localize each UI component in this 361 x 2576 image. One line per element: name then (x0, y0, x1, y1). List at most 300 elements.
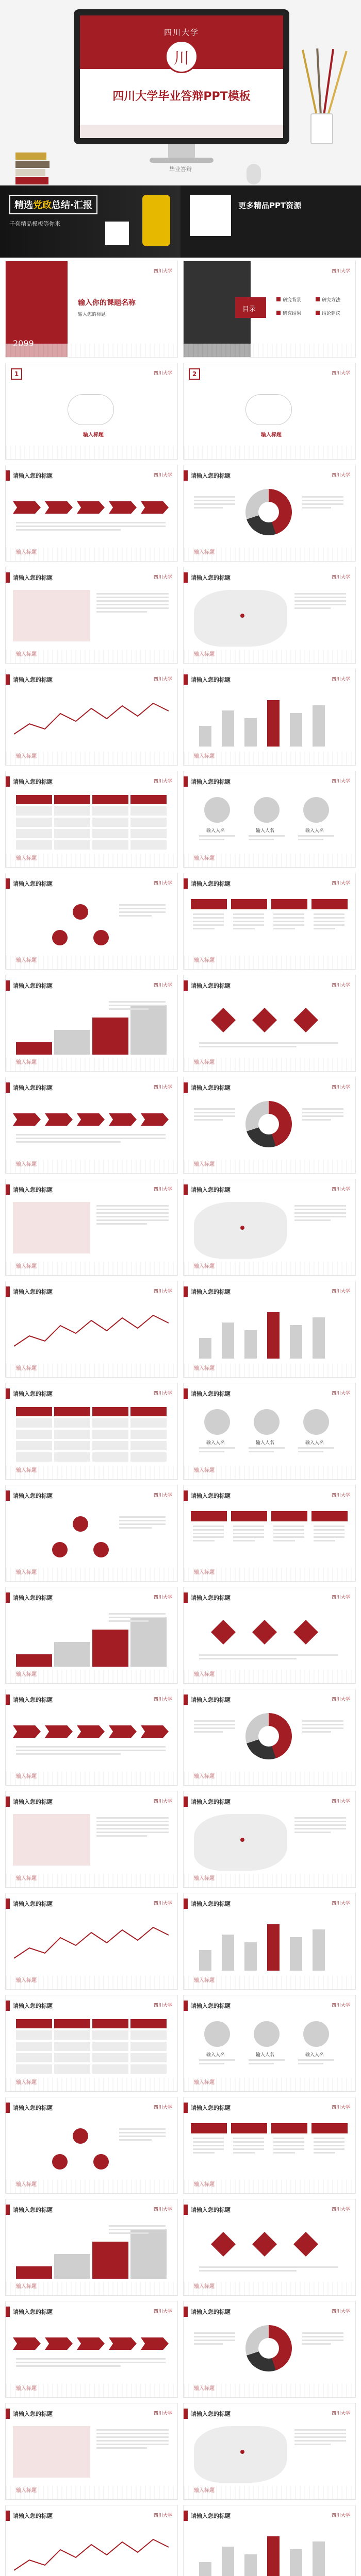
diamond-shape (252, 2232, 277, 2257)
header-accent-bar (6, 1694, 10, 1705)
table-cell (130, 829, 167, 838)
brand-mark: 四川大学 (331, 1289, 350, 1294)
card-header (271, 1511, 307, 1521)
brand-mark: 四川大学 (153, 1187, 172, 1192)
placeholder-text-lines (16, 1134, 166, 1145)
cloud-decoration (245, 394, 292, 425)
placeholder-text-lines (119, 904, 166, 919)
slide-header (6, 2205, 53, 2215)
header-accent-bar (6, 776, 10, 787)
table-cell (16, 1407, 52, 1416)
slide-title: 请输入您的标题 (191, 574, 231, 581)
footer-decoration (6, 548, 177, 561)
footer-decoration (184, 344, 355, 357)
table-cell (16, 829, 52, 838)
slide-thumbnail[interactable] (5, 873, 178, 970)
circle-shape (52, 930, 68, 945)
slide-thumbnail[interactable] (5, 2505, 178, 2576)
brand-mark: 四川大学 (331, 677, 350, 682)
brand-mark: 四川大学 (331, 2003, 350, 2008)
table-cell (92, 1418, 128, 1428)
header-accent-bar (184, 2001, 188, 2011)
slide-thumbnail[interactable] (183, 261, 356, 358)
slide-thumbnail[interactable] (183, 1689, 356, 1786)
slide-header (184, 1286, 231, 1297)
slide-thumbnail[interactable] (5, 1689, 178, 1786)
circle-shape (73, 2128, 88, 2144)
toc-item: 研究结果 (283, 311, 302, 316)
footer-decoration (184, 2384, 355, 2397)
line-series (14, 1927, 169, 1958)
slide-title: 请输入您的标题 (13, 574, 53, 581)
monitor-screen (80, 15, 283, 138)
header-accent-bar (184, 470, 188, 481)
line-series (14, 1315, 169, 1346)
step-bar (54, 1642, 90, 1667)
slide-thumbnail[interactable] (183, 1587, 356, 1684)
footer-decoration (6, 2180, 177, 2193)
avatar (204, 2021, 230, 2047)
footer-decoration (184, 752, 355, 765)
table-cell (92, 1441, 128, 1450)
bar (244, 1942, 257, 1971)
header-accent-bar (6, 1082, 10, 1093)
arrow-shape (141, 2337, 169, 2350)
arrow-shape (13, 1113, 41, 1126)
arrow-shape (77, 501, 105, 514)
table-cell (16, 840, 52, 850)
card-header (231, 2123, 267, 2133)
slide-header (6, 1797, 53, 1807)
slide-thumbnail[interactable] (183, 1485, 356, 1582)
table-cell (16, 806, 52, 816)
section-number: 2 (189, 368, 200, 380)
slide-header (6, 878, 53, 889)
slide-thumbnail[interactable] (183, 1077, 356, 1174)
table-cell (54, 2030, 90, 2040)
table-cell (92, 829, 128, 838)
avatar (254, 2021, 280, 2047)
slide-thumbnail[interactable] (5, 2199, 178, 2296)
slide-thumbnail[interactable] (183, 1281, 356, 1378)
table-cell (16, 795, 52, 804)
table-cell (92, 1452, 128, 1462)
slide-title: 请输入您的标题 (191, 778, 231, 785)
slide-title: 请输入您的标题 (191, 1289, 231, 1295)
table-cell (92, 806, 128, 816)
slide-header (184, 1694, 231, 1705)
card-header (191, 1511, 227, 1521)
header-accent-bar (184, 1490, 188, 1501)
header-accent-bar (6, 2205, 10, 2215)
arrow-shape (77, 1725, 105, 1738)
pencil-cup-decoration (306, 46, 337, 144)
slide-title: 请输入您的标题 (13, 1084, 53, 1091)
card-header (271, 899, 307, 909)
image-placeholder (13, 590, 90, 641)
slide-header (6, 2511, 53, 2521)
arrow-shape (141, 501, 169, 514)
placeholder-text-lines (314, 913, 344, 931)
bar (290, 1937, 302, 1971)
slide-thumbnail[interactable] (5, 1179, 178, 1276)
slide-title: 请输入您的标题 (13, 778, 53, 785)
table-cell (92, 2042, 128, 2051)
toc-bullet-icon (316, 311, 320, 315)
header-accent-bar (6, 1490, 10, 1501)
slide-header (6, 2103, 53, 2113)
slide-header (6, 1490, 53, 1501)
brand-mark: 四川大学 (153, 2207, 172, 2212)
slide-header (6, 674, 53, 685)
footer-decoration (6, 446, 177, 459)
slide-title: 请输入您的标题 (13, 2513, 53, 2519)
slide-thumbnail[interactable] (183, 2199, 356, 2296)
diamond-shape (211, 1620, 236, 1645)
footer-decoration (6, 1772, 177, 1785)
table-cell (130, 795, 167, 804)
table-cell (92, 840, 128, 850)
placeholder-text-lines (199, 2059, 235, 2066)
brand-mark: 四川大学 (153, 983, 172, 988)
table-cell (16, 1430, 52, 1439)
bar (199, 726, 211, 747)
circle-shape (73, 1516, 88, 1532)
table-cell (130, 1430, 167, 1439)
placeholder-text-lines (294, 593, 346, 611)
slide-thumbnail[interactable] (5, 1995, 178, 2092)
slide-title: 请输入您的标题 (13, 2003, 53, 2009)
placeholder-text-lines (233, 913, 264, 931)
footer-decoration (6, 854, 177, 867)
placeholder-text-lines (194, 1720, 235, 1735)
slide-thumbnail[interactable] (5, 465, 178, 562)
slide-title: 请输入您的标题 (191, 1697, 231, 1703)
university-logo-icon: 川 (165, 40, 198, 73)
slide-thumbnail[interactable] (5, 363, 178, 460)
slide-header (6, 1388, 53, 1399)
header-accent-bar (184, 878, 188, 889)
footer-decoration (184, 2078, 355, 2091)
image-placeholder (13, 1814, 90, 1866)
header-accent-bar (184, 980, 188, 991)
table-cell (130, 840, 167, 850)
bar (199, 2562, 211, 2576)
placeholder-text-lines (302, 1720, 343, 1735)
image-placeholder (13, 2426, 90, 2478)
bar (222, 1935, 234, 1971)
brand-mark: 四川大学 (331, 2513, 350, 2518)
slide-thumbnail[interactable] (183, 873, 356, 970)
placeholder-text-lines (314, 2138, 344, 2156)
slide-thumbnail[interactable] (183, 2403, 356, 2500)
toc-bullet-icon (276, 297, 281, 301)
diamond-shape (211, 1008, 236, 1032)
slide-thumbnail[interactable] (183, 2097, 356, 2194)
bar (244, 1330, 257, 1359)
table-cell (54, 1418, 90, 1428)
slide-thumbnail[interactable] (183, 1383, 356, 1480)
header-accent-bar (184, 572, 188, 583)
footer-decoration (184, 1670, 355, 1683)
cover-title: 输入你的课题名称 (78, 299, 136, 307)
person-name: 输入人名 (256, 1440, 275, 1446)
slide-thumbnail[interactable] (183, 1791, 356, 1888)
step-bar (16, 2266, 52, 2279)
slide-thumbnail[interactable] (183, 363, 356, 460)
bar (313, 1929, 325, 1971)
table-cell (130, 806, 167, 816)
line-series (14, 703, 169, 734)
promo-left[interactable] (0, 185, 180, 258)
slide-title: 请输入您的标题 (13, 1799, 53, 1805)
slide-thumbnail[interactable] (5, 975, 178, 1072)
diamond-shape (211, 2232, 236, 2257)
footer-decoration (6, 2078, 177, 2091)
footer-decoration (184, 1976, 355, 1989)
slide-thumbnail[interactable] (183, 465, 356, 562)
slide-thumbnail[interactable] (5, 1587, 178, 1684)
hero-caption: 毕业答辩 (169, 166, 192, 173)
card-header (271, 2123, 307, 2133)
monitor-base (150, 158, 214, 163)
map-placeholder (194, 590, 287, 647)
donut-hole (258, 502, 279, 522)
placeholder-text-lines (199, 1447, 235, 1454)
header-accent-bar (184, 1899, 188, 1909)
slide-header (184, 1490, 231, 1501)
avatar (204, 797, 230, 823)
bar (222, 2547, 234, 2576)
slide-title: 请输入您的标题 (13, 1901, 53, 1907)
arrow-shape (109, 2337, 137, 2350)
bar (290, 713, 302, 747)
map-pin-icon (240, 1226, 244, 1230)
slide-thumbnail[interactable] (183, 2505, 356, 2576)
footer-decoration (6, 956, 177, 969)
brand-mark: 四川大学 (331, 1493, 350, 1498)
slide-header (6, 1694, 53, 1705)
placeholder-text-lines (302, 496, 343, 511)
slide-header (184, 2409, 231, 2419)
header-accent-bar (6, 1797, 10, 1807)
slide-title: 请输入您的标题 (191, 472, 231, 479)
slide-header (184, 2511, 231, 2521)
footer-decoration (184, 446, 355, 459)
brand-mark: 四川大学 (331, 2309, 350, 2314)
placeholder-text-lines (249, 1447, 285, 1454)
slide-thumbnail[interactable] (5, 669, 178, 766)
person-name: 输入人名 (206, 1440, 225, 1446)
table-cell (54, 795, 90, 804)
placeholder-text-lines (298, 1447, 334, 1454)
brand-mark: 四川大学 (331, 2105, 350, 2110)
placeholder-text-lines (199, 2266, 338, 2274)
line-chart-decoration (14, 693, 169, 750)
slide-thumbnail[interactable] (5, 567, 178, 664)
table-cell (130, 2030, 167, 2040)
slide-title: 请输入您的标题 (13, 1289, 53, 1295)
person-name: 输入人名 (305, 828, 324, 834)
header-accent-bar (6, 1388, 10, 1399)
donut-hole (258, 1114, 279, 1134)
section-label: 输入标题 (83, 432, 104, 438)
brand-mark: 四川大学 (153, 371, 172, 376)
slide-header (184, 980, 231, 991)
table-cell (130, 1452, 167, 1462)
slide-header (6, 2409, 53, 2419)
promo-right[interactable] (180, 185, 361, 258)
hero-title: 四川大学毕业答辩PPT模板 (112, 90, 251, 103)
slide-thumbnail[interactable] (5, 1893, 178, 1990)
promo-line: 千套精品模板等你来 (9, 221, 60, 227)
donut-hole (258, 2338, 279, 2359)
table-cell (130, 2019, 167, 2028)
diamond-shape (293, 1620, 318, 1645)
card-header (311, 1511, 348, 1521)
slide-title: 请输入您的标题 (191, 676, 231, 683)
map-pin-icon (240, 614, 244, 618)
slide-header (184, 572, 231, 583)
slide-thumbnail[interactable] (5, 2097, 178, 2194)
footer-decoration (6, 650, 177, 663)
card-header (191, 2123, 227, 2133)
step-bar (16, 1654, 52, 1667)
slide-thumbnail[interactable] (5, 1791, 178, 1888)
footer-decoration (6, 1670, 177, 1683)
slide-thumbnail[interactable] (183, 1995, 356, 2092)
slide-header (184, 470, 231, 481)
slide-title: 请输入您的标题 (191, 2411, 231, 2417)
placeholder-text-lines (294, 2429, 346, 2447)
slide-thumbnail[interactable] (183, 975, 356, 1072)
toc-title: 目录 (242, 306, 256, 313)
slide-title: 请输入您的标题 (191, 1799, 231, 1805)
slide-title: 请输入您的标题 (13, 1595, 53, 1601)
line-chart-decoration (14, 1917, 169, 1974)
slide-title: 请输入您的标题 (13, 2309, 53, 2315)
brand-mark: 四川大学 (331, 1901, 350, 1906)
slide-thumbnail[interactable] (183, 771, 356, 868)
footer-decoration (184, 854, 355, 867)
brand-text: 四川大学 (163, 28, 199, 37)
brand-mark: 四川大学 (153, 1391, 172, 1396)
slide-thumbnail[interactable] (183, 567, 356, 664)
step-bar (92, 1630, 128, 1667)
person-name: 输入人名 (206, 828, 225, 834)
slide-thumbnail[interactable] (183, 2301, 356, 2398)
header-accent-bar (6, 2103, 10, 2113)
brand-mark: 四川大学 (153, 1799, 172, 1804)
footer-decoration (184, 1772, 355, 1785)
table-cell (130, 2064, 167, 2074)
brand-mark: 四川大学 (153, 2003, 172, 2008)
table-cell (16, 2030, 52, 2040)
table-cell (54, 806, 90, 816)
footer-decoration (6, 1568, 177, 1581)
placeholder-text-lines (96, 1205, 169, 1227)
brand-mark: 四川大学 (153, 1595, 172, 1600)
slide-thumbnail[interactable] (5, 1281, 178, 1378)
table-cell (130, 2053, 167, 2062)
slide-thumbnail[interactable] (183, 1893, 356, 1990)
slide-thumbnail[interactable] (5, 1383, 178, 1480)
slide-title: 请输入您的标题 (191, 2207, 231, 2213)
slide-header (6, 1899, 53, 1909)
placeholder-text-lines (249, 2059, 285, 2066)
placeholder-text-lines (199, 1654, 338, 1662)
slide-title: 请输入您的标题 (191, 982, 231, 989)
person-name: 输入人名 (256, 2053, 275, 2058)
table-cell (92, 795, 128, 804)
table-cell (92, 2019, 128, 2028)
table-cell (92, 2053, 128, 2062)
header-accent-bar (184, 1592, 188, 1603)
placeholder-text-lines (302, 1108, 343, 1123)
footer-decoration (184, 1160, 355, 1173)
header-accent-bar (184, 2103, 188, 2113)
placeholder-text-lines (109, 1001, 166, 1012)
brand-mark: 四川大学 (153, 1493, 172, 1498)
diamond-shape (252, 1620, 277, 1645)
slide-thumbnail[interactable] (5, 261, 178, 358)
toc-item: 研究背景 (283, 298, 302, 303)
circle-shape (52, 2154, 68, 2170)
circle-shape (93, 2154, 109, 2170)
brand-mark: 四川大学 (331, 1187, 350, 1192)
slide-header (6, 1082, 53, 1093)
placeholder-text-lines (194, 2332, 235, 2347)
arrow-shape (109, 1725, 137, 1738)
section-number: 1 (11, 368, 22, 380)
slide-thumbnail[interactable] (183, 669, 356, 766)
slide-title: 请输入您的标题 (13, 880, 53, 887)
line-series (14, 2539, 169, 2570)
slide-thumbnail[interactable] (183, 1179, 356, 1276)
table-cell (16, 1418, 52, 1428)
slide-thumbnail[interactable] (5, 1485, 178, 1582)
header-accent-bar (184, 1082, 188, 1093)
promo-badge: 精选党政总结·汇报 (9, 195, 97, 214)
table-cell (54, 818, 90, 827)
header-accent-bar (6, 674, 10, 685)
footer-decoration (6, 1262, 177, 1275)
table-cell (130, 1441, 167, 1450)
slide-thumbnail[interactable] (5, 771, 178, 868)
map-pin-icon (240, 1838, 244, 1842)
person-name: 输入人名 (305, 2053, 324, 2058)
brand-mark: 四川大学 (331, 1391, 350, 1396)
slide-thumbnail[interactable] (5, 1077, 178, 1174)
placeholder-text-lines (302, 2332, 343, 2347)
brand-mark: 四川大学 (153, 575, 172, 580)
slide-title: 请输入您的标题 (191, 2003, 231, 2009)
circle-shape (93, 930, 109, 945)
brand-mark: 四川大学 (331, 371, 350, 376)
slide-title: 请输入您的标题 (13, 676, 53, 683)
table-cell (130, 1407, 167, 1416)
promo-banner (0, 185, 361, 258)
arrow-shape (45, 1113, 73, 1126)
placeholder-text-lines (193, 1526, 224, 1544)
placeholder-text-lines (294, 1205, 346, 1223)
arrow-shape (141, 1113, 169, 1126)
arrow-shape (13, 501, 41, 514)
slide-title: 请输入您的标题 (13, 1493, 53, 1499)
slide-thumbnail[interactable] (5, 2301, 178, 2398)
slide-thumbnail[interactable] (5, 2403, 178, 2500)
brand-mark: 四川大学 (331, 575, 350, 580)
